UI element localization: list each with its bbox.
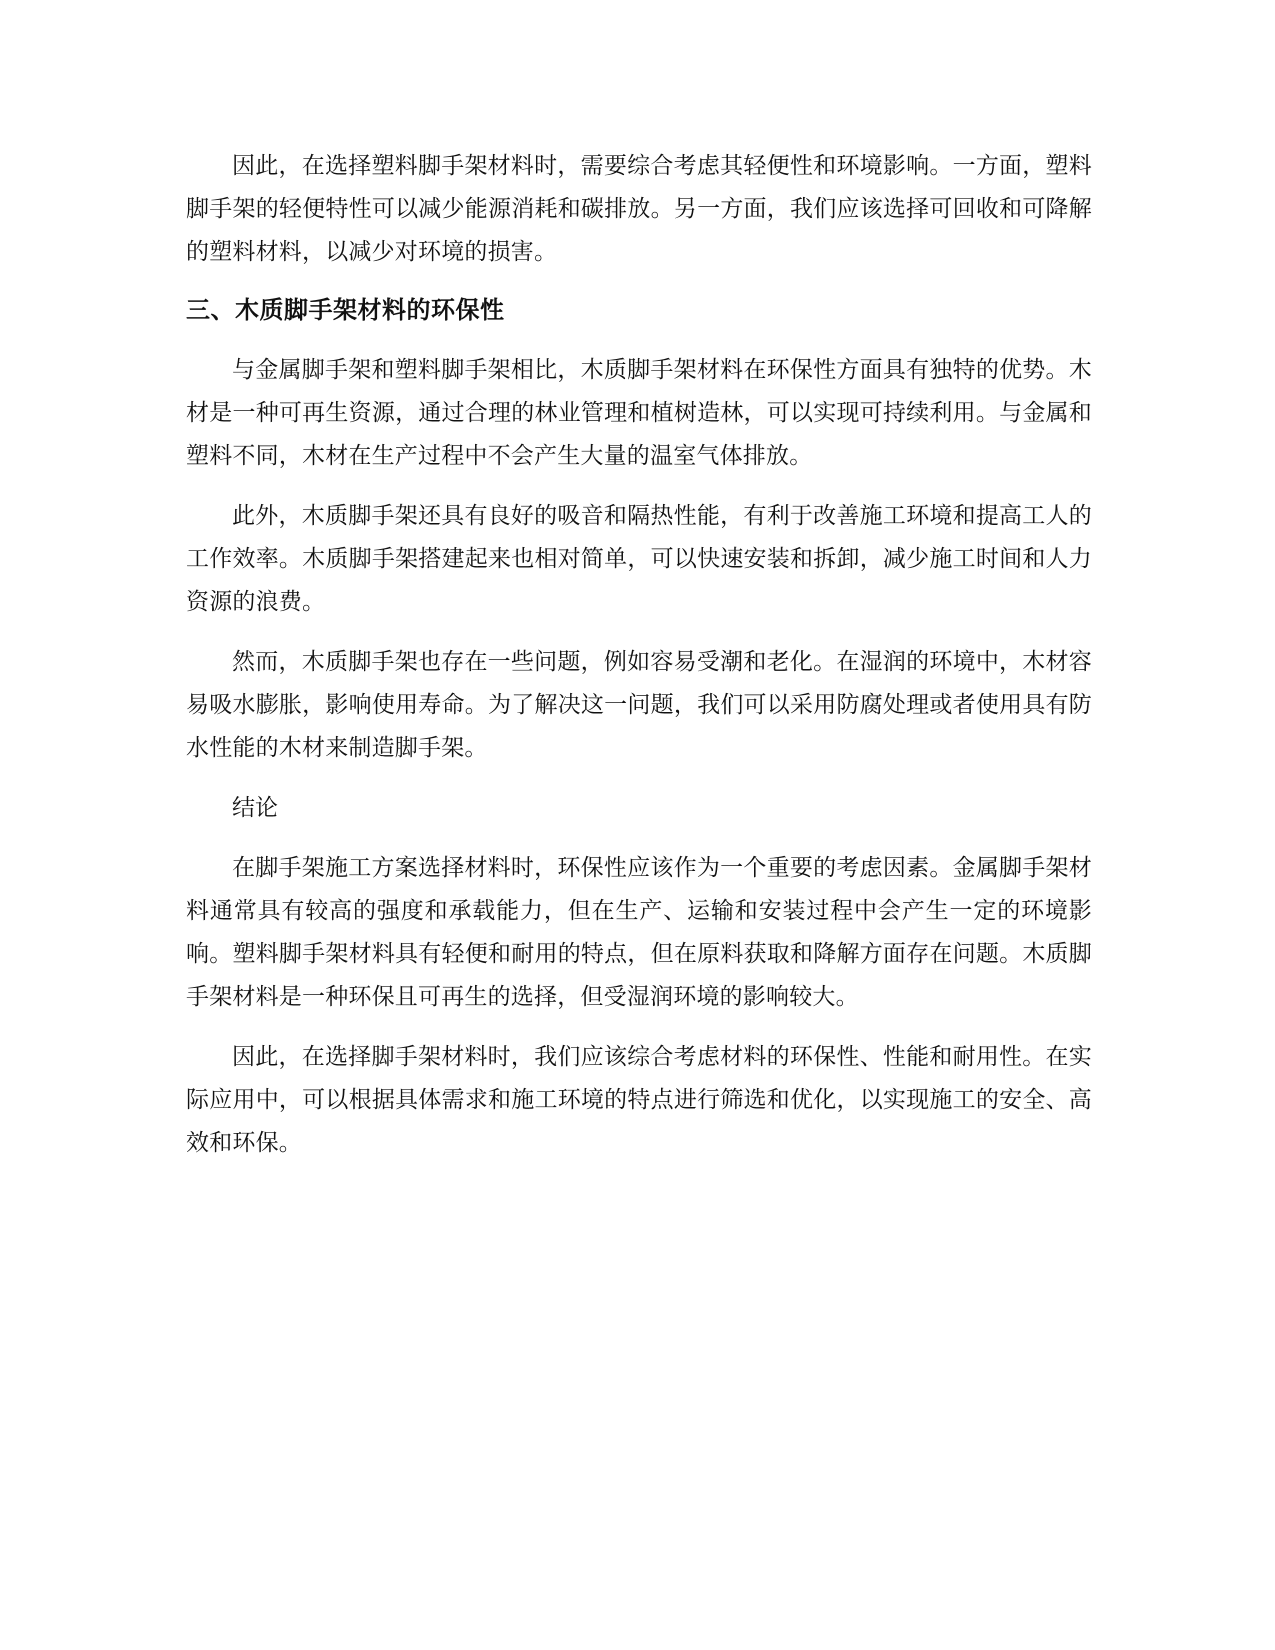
intro-paragraph: 因此，在选择塑料脚手架材料时，需要综合考虑其轻便性和环境影响。一方面，塑料脚手架的轻便特性可以减少能源消耗和碳排放。另一方面，我们应该选择可回收和可降解的塑料材料，以减少对环境的损害。 (186, 153, 1092, 265)
document-page (186, 145, 1092, 1182)
conclusion-heading: 结论 (232, 795, 278, 821)
wood-paragraph-3: 然而，木质脚手架也存在一些问题，例如容易受潮和老化。在湿润的环境中，木材容易吸水膨胀，影响使用寿命。为了解决这一问题，我们可以采用防腐处理或者使用具有防水性能的木材来制造脚手架。 (186, 649, 1092, 761)
conclusion-paragraph-2: 因此，在选择脚手架材料时，我们应该综合考虑材料的环保性、性能和耐用性。在实际应用中，可以根据具体需求和施工环境的特点进行筛选和优化，以实现施工的安全、高效和环保。 (186, 1044, 1092, 1156)
wood-paragraph-2: 此外，木质脚手架还具有良好的吸音和隔热性能，有利于改善施工环境和提高工人的工作效率。木质脚手架搭建起来也相对简单，可以快速安装和拆卸，减少施工时间和人力资源的浪费。 (186, 503, 1092, 615)
section-heading-wood: 三、木质脚手架材料的环保性 (186, 296, 505, 324)
conclusion-paragraph-1: 在脚手架施工方案选择材料时，环保性应该作为一个重要的考虑因素。金属脚手架材料通常具有较高的强度和承载能力，但在生产、运输和安装过程中会产生一定的环境影响。塑料脚手架材料具有轻便和耐用的特点，但在原料获取和降解方面存在问题。木质脚手架材料是一种环保且可再生的选择，但受湿润环境的影响较大。 (186, 855, 1092, 1010)
wood-paragraph-1: 与金属脚手架和塑料脚手架相比，木质脚手架材料在环保性方面具有独特的优势。木材是一种可再生资源，通过合理的林业管理和植树造林，可以实现可持续利用。与金属和塑料不同，木材在生产过程中不会产生大量的温室气体排放。 (186, 357, 1092, 469)
